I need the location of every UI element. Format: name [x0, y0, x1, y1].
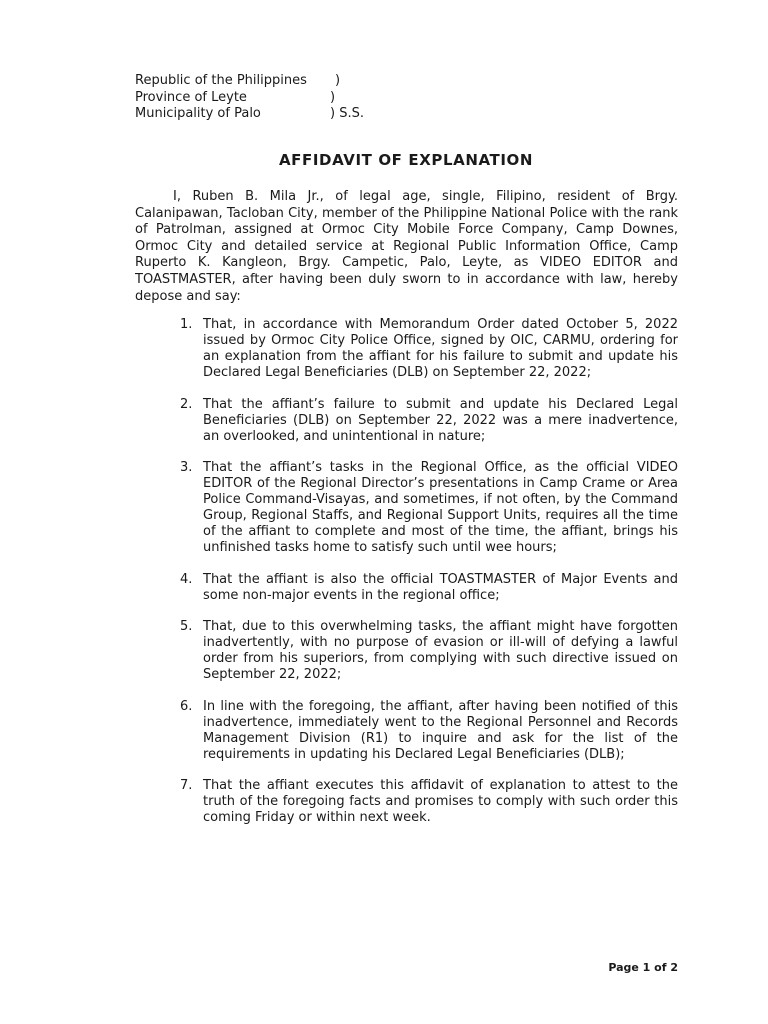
item-number: 6. [180, 698, 193, 714]
item-number: 4. [180, 571, 193, 587]
venue-mark: ) [335, 73, 341, 88]
item-text: That, due to this overwhelming tasks, the affiant might have forgotten inadvertently, with no purpose of evasion or ill-will of defying a lawful order from his superiors, from complying with such directive issued on September 22, 2022; [203, 619, 678, 682]
item-number: 2. [180, 396, 193, 412]
venue-place: Municipality of Palo [135, 106, 261, 121]
statement-item [178, 619, 678, 683]
item-text: That the affiant executes this affidavit of explanation to attest to the truth of the foregoing facts and promises to comply with such order this coming Friday or within next week. [203, 778, 678, 825]
item-number: 7. [180, 778, 193, 793]
document-title: AFFIDAVIT OF EXPLANATION [278, 151, 534, 169]
venue-line-province [135, 89, 336, 107]
item-text: That the affiant is also the official TOASTMASTER of Major Events and some non-major events in the regional office; [203, 571, 678, 603]
item-text: That the affiant’s tasks in the Regional Office, as the official VIDEO EDITOR of the Regional Director’s presentations in Camp Crame or Area Police Command-Visayas, and sometimes, if not often, by the Command Group, Regional Staffs, and Regional Support Units, requires all the time of the affiant to complete and most of the time, the affiant, brings his unfinished tasks home to satisfy such until wee hours; [203, 460, 678, 555]
statement-item [178, 460, 678, 556]
venue-place: Republic of the Philippines [135, 73, 307, 88]
intro-paragraph: I, Ruben B. Mila Jr., of legal age, single, Filipino, resident of Brgy. Calanipawan, Tacloban City, member of the Philippine National Police with the rank of Patrolman, assigned at Ormoc City Mobile Force Company, Camp Downes, Ormoc City and detailed service at Regional Public Information Office, Camp Ruperto K. Kangleon, Brgy. Campetic, Palo, Leyte, as VIDEO EDITOR and TOASTMASTER, after having been duly sworn to in accordance with law, hereby depose and say: [135, 189, 678, 304]
venue-mark: ) [330, 89, 336, 105]
statement-item [178, 317, 678, 381]
venue-line-republic [135, 73, 341, 90]
statement-item [178, 778, 678, 826]
item-text: That, in accordance with Memorandum Order dated October 5, 2022 issued by Ormoc City Police Office, signed by OIC, CARMU, ordering for an explanation from the affiant for his failure to submit and update his Declared Legal Beneficiaries (DLB) on September 22, 2022; [203, 317, 678, 380]
venue-mark: ) S.S. [330, 106, 364, 121]
statement-item [178, 572, 678, 604]
statement-list [178, 317, 678, 842]
statement-item [178, 397, 678, 445]
item-number: 3. [180, 460, 193, 475]
item-text: That the affiant’s failure to submit and update his Declared Legal Beneficiaries (DLB) on September 22, 2022 was a mere inadvertence, an overlooked, and unintentional in nature; [203, 396, 678, 444]
venue-place: Province of Leyte [135, 89, 247, 105]
venue-block [135, 73, 364, 123]
page-number: Page 1 of 2 [608, 961, 678, 974]
item-number: 1. [180, 317, 193, 332]
venue-line-municipality [135, 106, 364, 123]
item-text: In line with the foregoing, the affiant, after having been notified of this inadvertence, immediately went to the Regional Personnel and Records Management Division (R1) to inquire and ask for the list of the requirements in updating his Declared Legal Beneficiaries (DLB); [203, 698, 678, 762]
item-number: 5. [180, 619, 193, 634]
statement-item [178, 699, 678, 763]
